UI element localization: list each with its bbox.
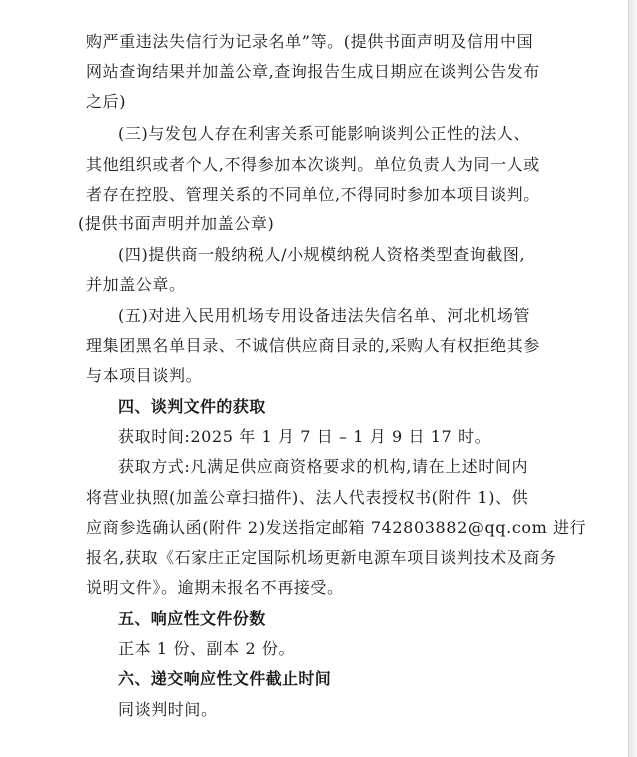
body-text-line: 应商参选确认函(附件 2)发送指定邮箱 742803882@qq.com 进行 (86, 518, 587, 537)
body-text-line: 者存在控股、管理关系的不同单位,不得同时参加本项目谈判。 (86, 185, 540, 204)
body-text-line: (三)与发包人存在利害关系可能影响谈判公正性的法人、 (118, 124, 531, 143)
body-text-line: 同谈判时间。 (118, 700, 218, 719)
body-text-line: 网站查询结果并加盖公章,查询报告生成日期应在谈判公告发布 (86, 62, 540, 81)
body-text-line: 购严重违法失信行为记录名单”等。(提供书面声明及信用中国 (86, 32, 534, 51)
section-heading-5: 五、响应性文件份数 (118, 609, 266, 628)
body-text-line: 报名,获取《石家庄正定国际机场更新电源车项目谈判技术及商务 (86, 548, 557, 567)
body-text-line: 说明文件》。逾期未报名不再接受。 (86, 578, 344, 597)
body-text-line: 理集团黑名单目录、不诚信供应商目录的,采购人有权拒绝其参 (86, 336, 540, 355)
body-text-line: (五)对进入民用机场专用设备违法失信名单、河北机场管 (118, 306, 531, 325)
body-text-line: 之后) (86, 92, 127, 111)
body-text-line: (四)提供商一般纳税人/小规模纳税人资格类型查询截图, (118, 245, 526, 264)
body-text-line: 正本 1 份、副本 2 份。 (118, 639, 296, 658)
page-edge-shadow (629, 0, 637, 757)
body-text-line: 与本项目谈判。 (86, 366, 203, 385)
body-text-line: 并加盖公章。 (86, 275, 186, 294)
body-text-line: 获取方式:凡满足供应商资格要求的机构,请在上述时间内 (118, 457, 529, 476)
body-text-line: 其他组织或者个人,不得参加本次谈判。单位负责人为同一人或 (86, 155, 540, 174)
body-text-line: 获取时间:2025 年 1 月 7 日 – 1 月 9 日 17 时。 (118, 427, 492, 446)
section-heading-4: 四、谈判文件的获取 (118, 397, 266, 416)
section-heading-6: 六、递交响应性文件截止时间 (118, 669, 332, 688)
body-text-line: (提供书面声明并加盖公章) (78, 214, 275, 233)
body-text-line: 将营业执照(加盖公章扫描件)、法人代表授权书(附件 1)、供 (86, 488, 529, 507)
